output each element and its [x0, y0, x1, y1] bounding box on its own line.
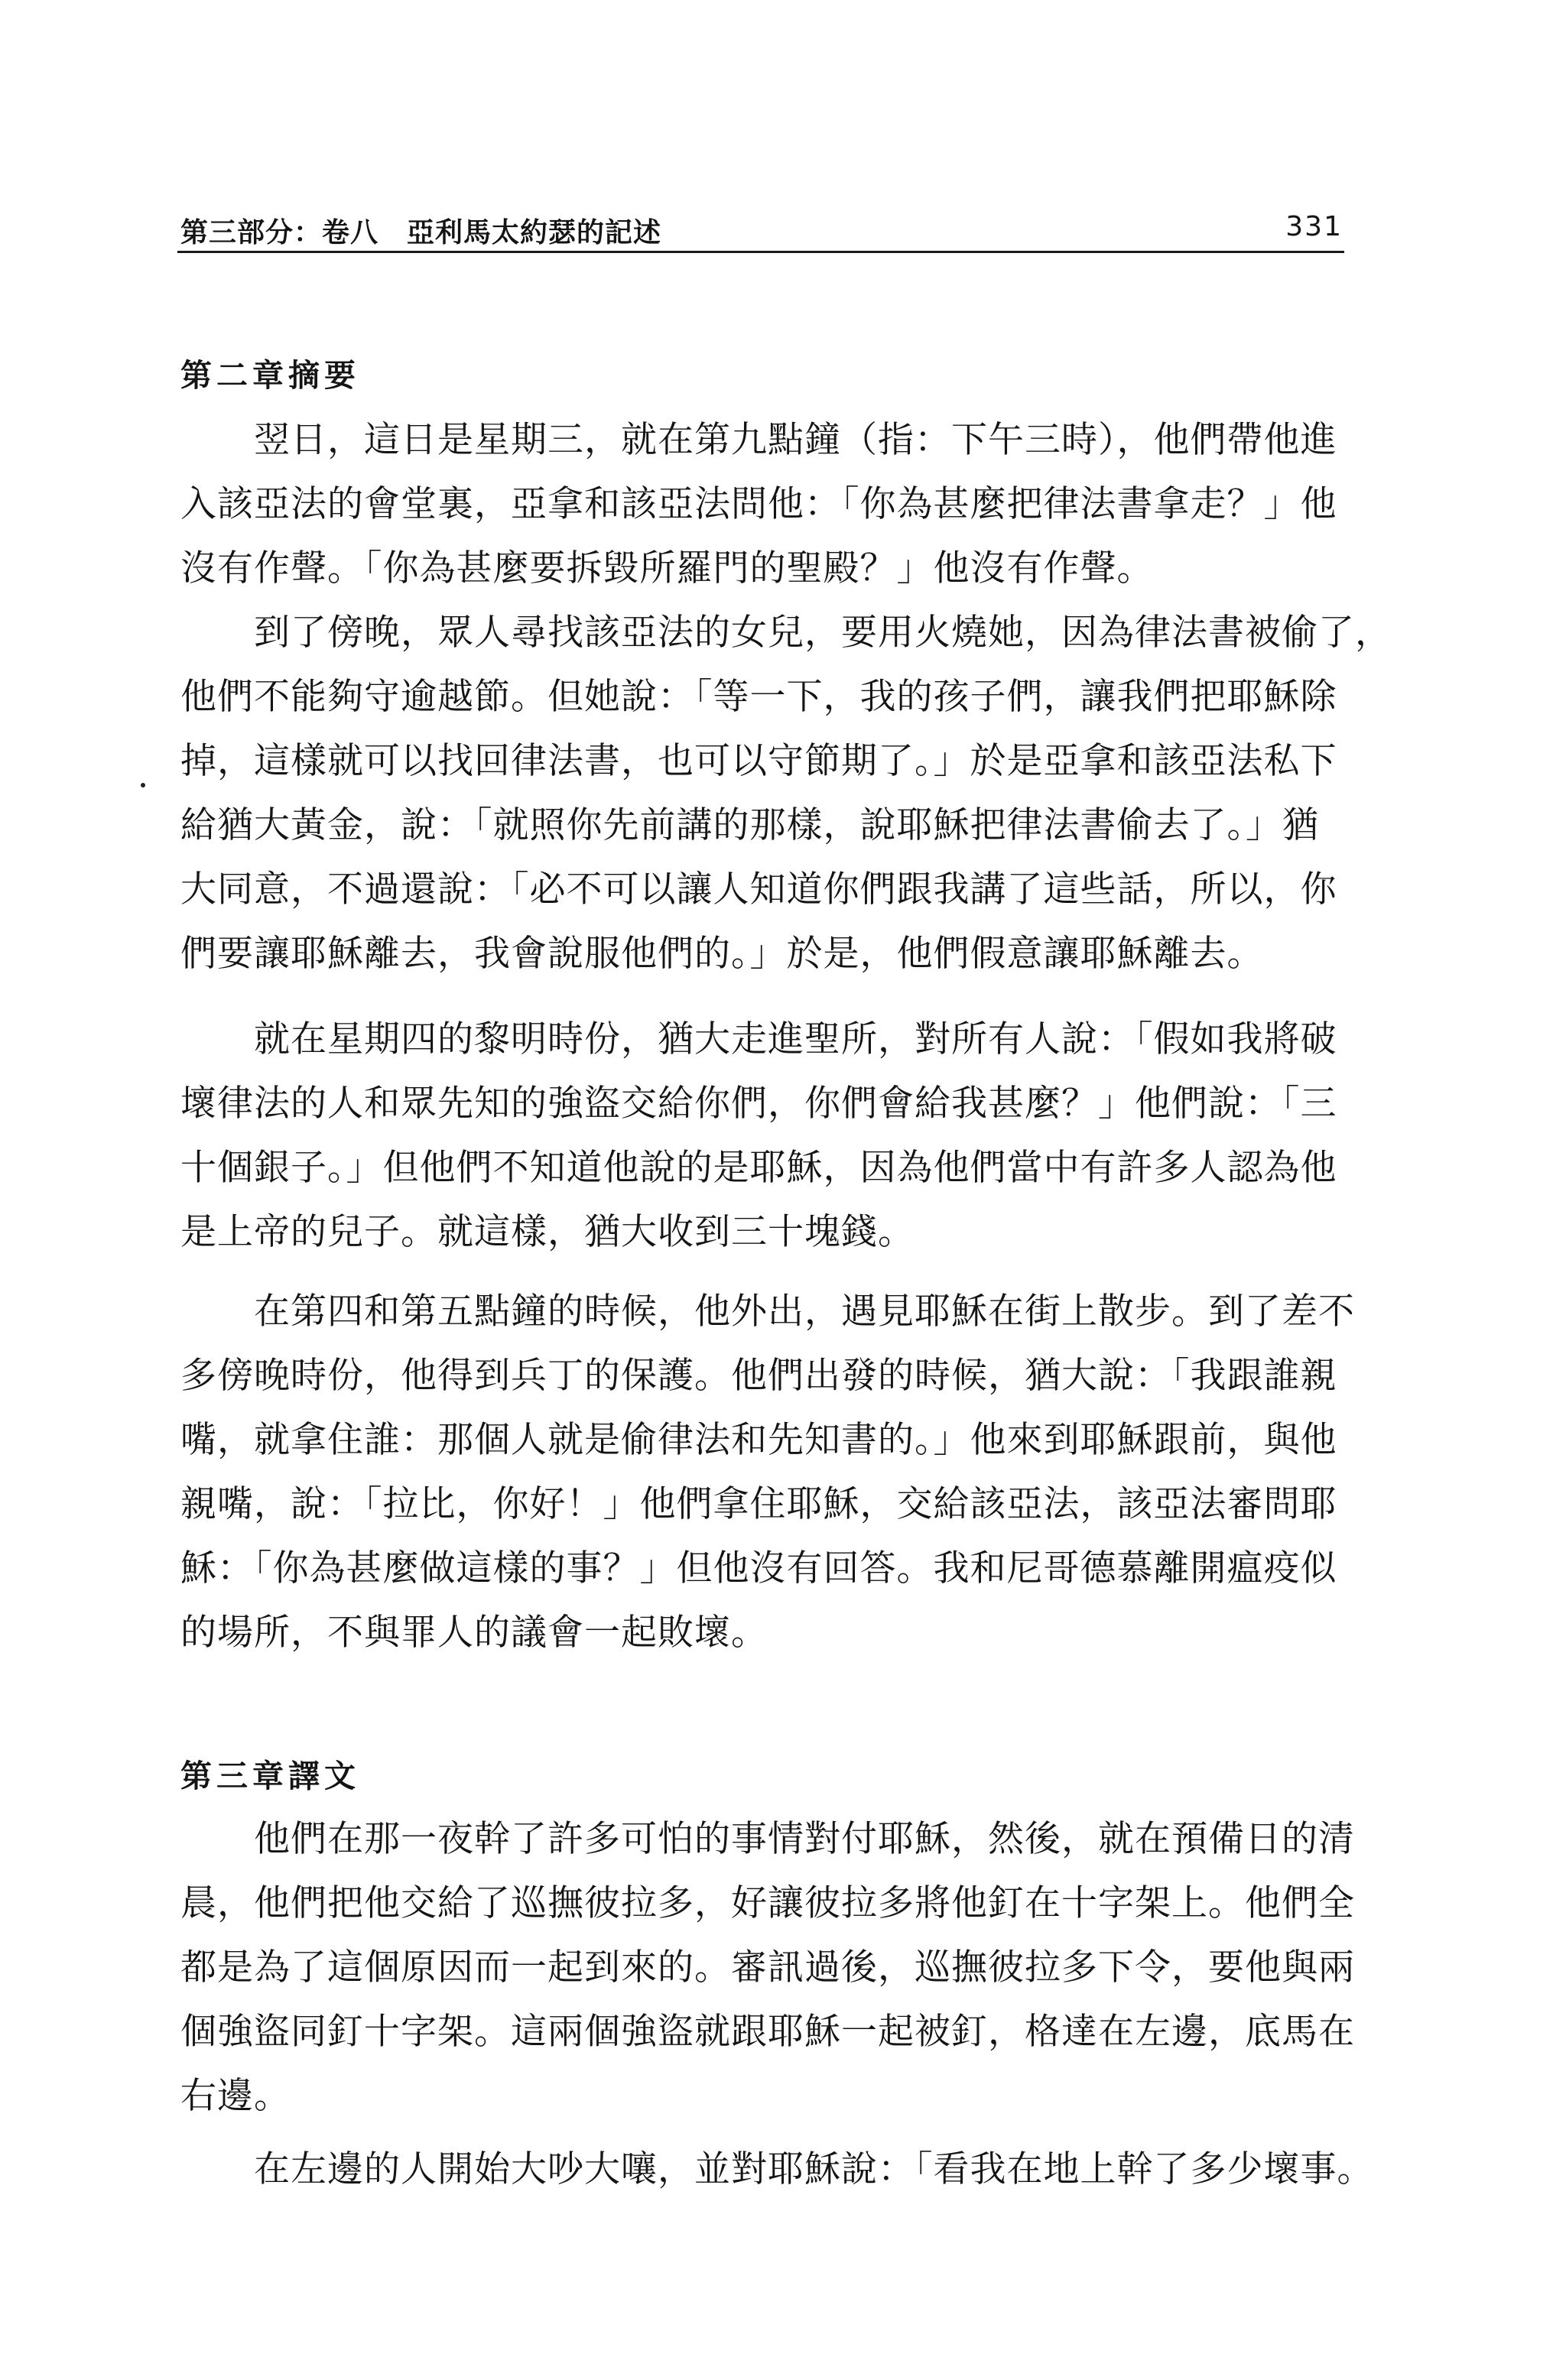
- header-rule: [177, 251, 1344, 253]
- paragraph-line: 穌：「你為甚麼做這樣的事？」但他沒有回答。我和尼哥德慕離開瘟疫似: [180, 1547, 1337, 1589]
- paragraph-line: 們要讓耶穌離去，我會說服他們的。」於是，他們假意讓耶穌離去。: [180, 933, 1264, 975]
- paragraph-line: 個強盜同釘十字架。這兩個強盜就跟耶穌一起被釘，格達在左邊，底馬在: [180, 2011, 1355, 2053]
- page-header: [180, 205, 1343, 254]
- paragraph-line: 嘴，就拿住誰：那個人就是偷律法和先知書的。」他來到耶穌跟前，與他: [180, 1419, 1337, 1461]
- paragraph-line: 十個銀子。」但他們不知道他說的是耶穌，因為他們當中有許多人認為他: [180, 1147, 1337, 1189]
- paragraph-line: 沒有作聲。「你為甚麼要拆毀所羅門的聖殿？」他沒有作聲。: [180, 547, 1154, 589]
- paragraph-line: 親嘴，說：「拉比，你好！」他們拿住耶穌，交給該亞法，該亞法審問耶: [180, 1483, 1337, 1525]
- paragraph-line: 他們在那一夜幹了許多可怕的事情對付耶穌，然後，就在預備日的清: [254, 1818, 1355, 1860]
- paragraph-line: 右邊。: [180, 2075, 291, 2117]
- paragraph-line: 到了傍晚，眾人尋找該亞法的女兒，要用火燒她，因為律法書被偷了，: [254, 612, 1392, 654]
- paragraph-line: 的場所，不與罪人的議會一起敗壞。: [180, 1612, 768, 1654]
- running-head: 第三部分：卷八 亞利馬太約瑟的記述: [180, 217, 662, 248]
- paragraph-line: 在第四和第五點鐘的時候，他外出，遇見耶穌在街上散步。到了差不: [254, 1291, 1355, 1333]
- paragraph-line: 是上帝的兒子。就這樣，猶大收到三十塊錢。: [180, 1211, 915, 1253]
- paragraph-line: 多傍晚時份，他得到兵丁的保護。他們出發的時候，猶大說：「我跟誰親: [180, 1355, 1337, 1397]
- page-number: 331: [1285, 211, 1343, 242]
- paragraph-line: 壞律法的人和眾先知的強盜交給你們，你們會給我甚麼？」他們說：「三: [180, 1083, 1337, 1125]
- paragraph-line: 都是為了這個原因而一起到來的。審訊過後，巡撫彼拉多下令，要他與兩: [180, 1947, 1355, 1989]
- paragraph-line: 就在星期四的黎明時份，猶大走進聖所，對所有人說：「假如我將破: [254, 1018, 1337, 1060]
- paragraph-line: 他們不能夠守逾越節。但她說：「等一下，我的孩子們，讓我們把耶穌除: [180, 676, 1337, 718]
- paragraph-line: 翌日，這日是星期三，就在第九點鐘（指：下午三時），他們帶他進: [254, 419, 1337, 461]
- section-heading: 第二章摘要: [180, 357, 360, 394]
- paragraph-line: 給猶大黃金，說：「就照你先前講的那樣，說耶穌把律法書偷去了。」猶: [180, 804, 1319, 846]
- paragraph-line: 晨，他們把他交給了巡撫彼拉多，好讓彼拉多將他釘在十字架上。他們全: [180, 1882, 1355, 1924]
- paragraph-line: 在左邊的人開始大吵大嚷，並對耶穌說：「看我在地上幹了多少壞事。: [254, 2148, 1374, 2190]
- paragraph-line: 大同意，不過還說：「必不可以讓人知道你們跟我講了這些話，所以，你: [180, 869, 1337, 911]
- paragraph-line: 入該亞法的會堂裏，亞拿和該亞法問他：「你為甚麼把律法書拿走？」他: [180, 483, 1337, 525]
- paragraph-line: 掉，這樣就可以找回律法書，也可以守節期了。」於是亞拿和該亞法私下: [180, 740, 1337, 782]
- scan-speck: [141, 783, 145, 787]
- section-heading: 第三章譯文: [180, 1758, 360, 1794]
